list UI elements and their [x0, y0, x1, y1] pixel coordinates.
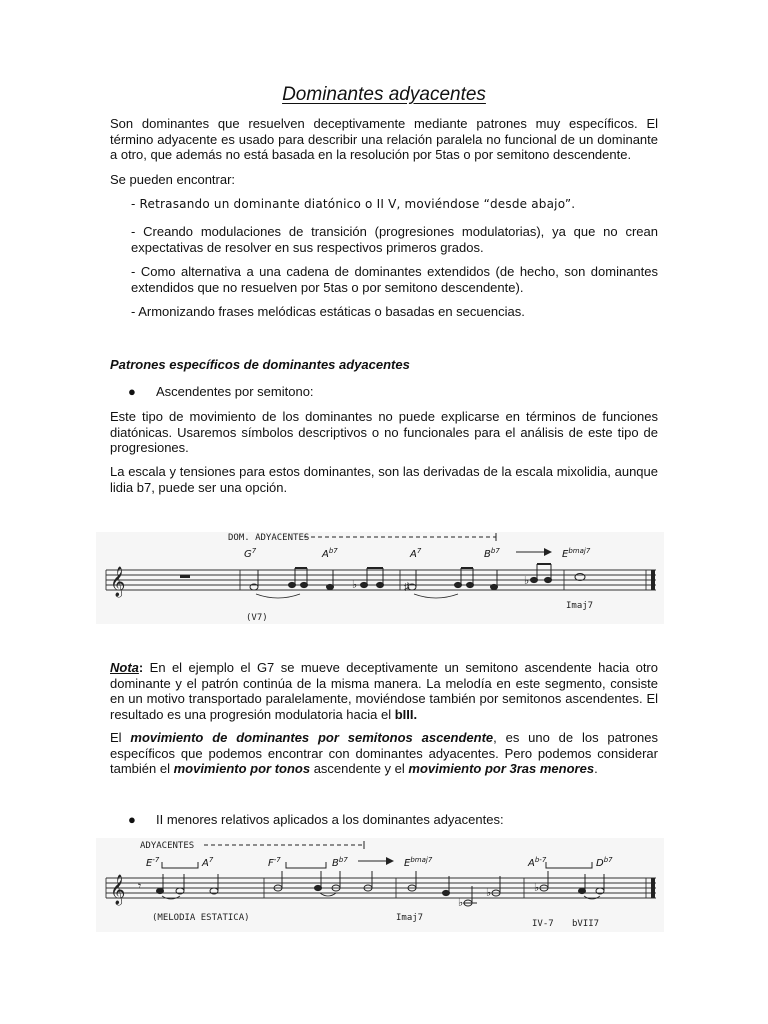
nota-paragraph: Nota: En el ejemplo el G7 se mueve deceptivamente un semitono ascendente hacia otro dominante y el patrón continúa de la misma manera. La melodía en este segmento, consiste en un motivo transportado paralelamente, moviéndose también por semitonos ascendentes. El resultado es una progresión modulatoria hacia el bIII.	[110, 660, 658, 722]
score-2-bracket-label: ADYACENTES	[140, 841, 195, 851]
score-1-bracket-label: DOM. ADYACENTES	[228, 533, 310, 543]
score-1-analysis-1: (V7)	[246, 613, 268, 623]
bullet-ascendentes-text: Ascendentes por semitono:	[156, 384, 314, 399]
bullet-dot: ●	[128, 812, 136, 827]
flat-icon: ♭	[458, 897, 464, 909]
score-2-chord-7: $D^{b7}$	[596, 856, 613, 869]
score-2-chord-5: $E^{bmaj7}$	[404, 856, 433, 869]
flat-icon: ♭	[534, 882, 540, 894]
list-item-4: - Armonizando frases melódicas estáticas o basadas en secuencias.	[131, 304, 525, 319]
movement-paragraph: El movimiento de dominantes por semitonos ascendente, es uno de los patrones específicos que podemos encontrar con dominantes adyacentes. Pero podemos considerar también el movimiento por tonos ascendente y el movimiento por 3ras menores.	[110, 730, 659, 777]
intro-paragraph: Son dominantes que resuelven deceptivamente mediante patrones muy específicos. El término adyacente es usado para describir una relación paralela no funcional de un dominante a otro, que además no está basada en la resolución por 5tas o por semitono descendente.	[110, 116, 658, 163]
score-2-chord-2: $A^7$	[202, 856, 214, 869]
treble-clef-icon: 𝄞	[110, 875, 126, 905]
score-2-analysis-1: (MELODIA ESTATICA)	[152, 913, 250, 923]
score-1-chord-2: $A^{b7}$	[322, 547, 338, 560]
list-item-2: - Creando modulaciones de transición (progresiones modulatorias), ya que no crean expectativas de resolver en sus respectivos primeros grados.	[131, 224, 658, 255]
list-item-1: - Retrasando un dominante diatónico o II V, moviéndose “desde abajo”.	[131, 197, 576, 211]
treble-clef-icon: 𝄞	[110, 567, 126, 597]
score-2-chord-4: $B^{b7}$	[332, 856, 348, 869]
score-1-chord-1: $G^7$	[244, 547, 257, 560]
scale-paragraph: La escala y tensiones para estos dominantes, son las derivadas de la escala mixolidia, aunque lidia b7, puede ser una opción.	[110, 464, 658, 495]
score-2-svg	[96, 836, 664, 936]
sharp-icon: ♯	[404, 581, 410, 593]
score-2-chord-6: $A^{b-7}$	[528, 856, 547, 869]
score-2-analysis-4: bVII7	[572, 919, 600, 929]
score-1-chord-4: $B^{b7}$	[484, 547, 500, 560]
eighth-rest-icon: 𝄾	[138, 879, 142, 893]
functions-paragraph: Este tipo de movimiento de los dominantes no puede explicarse en términos de funciones diatónicas. Usaremos símbolos descriptivos o no funcionales para el análisis de este tipo de progresiones.	[110, 409, 658, 456]
score-2-chord-1: $E^{-7}$	[146, 856, 160, 869]
bullet-ii-menores-text: II menores relativos aplicados a los dominantes adyacentes:	[156, 812, 504, 827]
bullet-dot: ●	[128, 384, 136, 399]
score-example-1	[96, 524, 664, 630]
score-1-chord-5: $E^{bmaj7}$	[562, 547, 591, 560]
score-2-chord-3: $F^{-7}$	[268, 856, 281, 869]
score-2-analysis-3: IV-7	[532, 919, 554, 929]
flat-icon: ♭	[486, 887, 492, 899]
flat-icon: ♭	[524, 575, 530, 587]
score-1-svg	[96, 524, 664, 630]
flat-icon: ♭	[352, 579, 358, 591]
list-item-3: - Como alternativa a una cadena de dominantes extendidos (de hecho, son dominantes extendidos que no resuelven por 5tas o por semitono descendente).	[131, 264, 658, 295]
score-example-2	[96, 836, 664, 936]
score-1-chord-3: $A^7$	[410, 547, 422, 560]
section-heading: Patrones específicos de dominantes adyacentes	[110, 357, 410, 372]
found-label: Se pueden encontrar:	[110, 172, 236, 187]
score-2-analysis-2: Imaj7	[396, 913, 424, 923]
page-title: Dominantes adyacentes	[282, 84, 486, 105]
score-1-analysis-2: Imaj7	[566, 601, 594, 611]
nota-label: Nota	[110, 660, 139, 675]
